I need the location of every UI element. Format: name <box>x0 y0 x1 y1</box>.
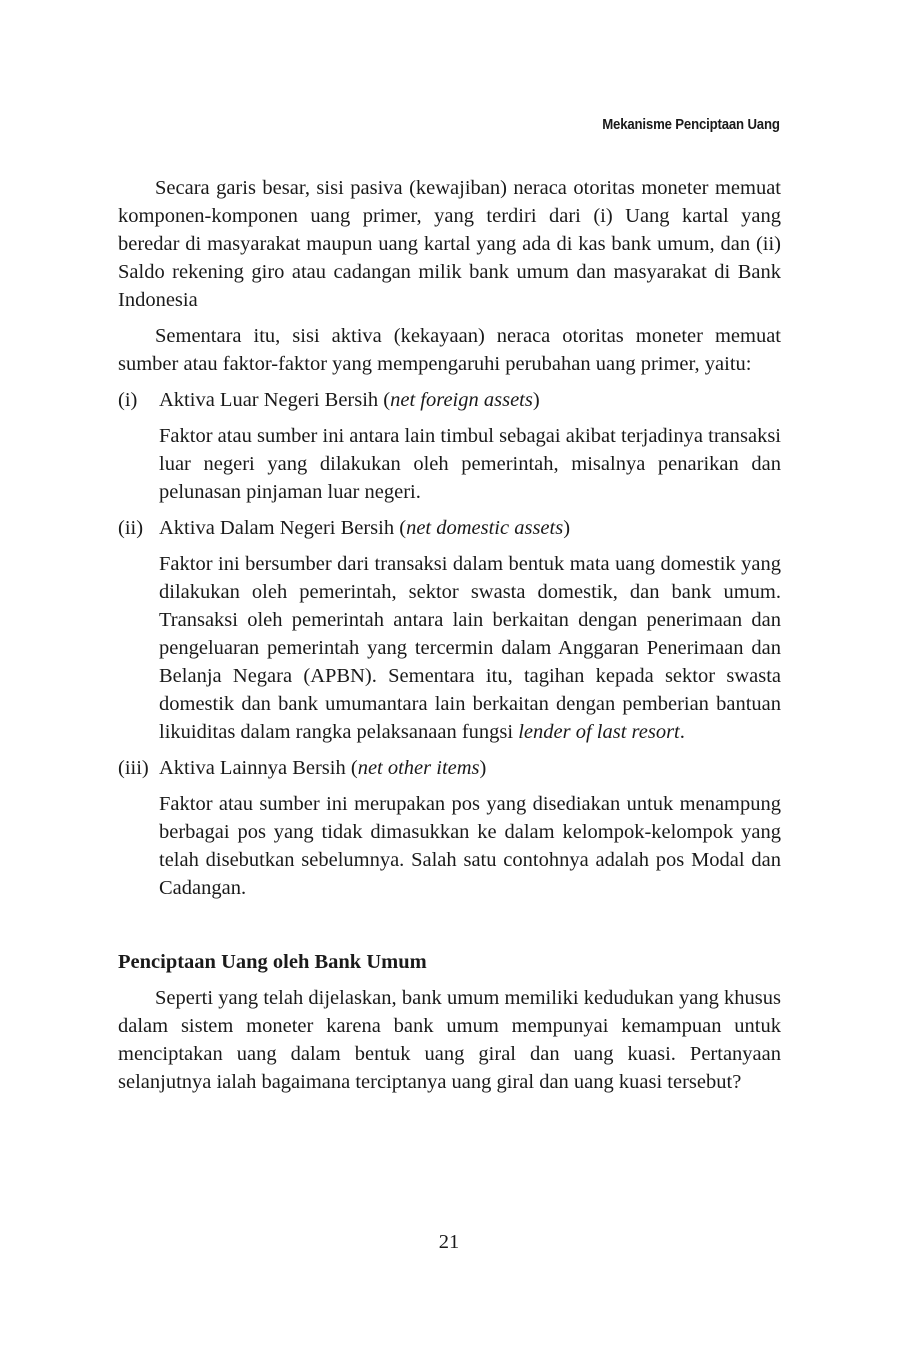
term-italic: net domestic assets <box>406 517 564 539</box>
list-item-number: (i) <box>118 389 138 411</box>
list-item-heading <box>118 514 781 542</box>
section-heading: Penciptaan Uang oleh Bank Umum <box>118 951 427 973</box>
page-body <box>118 174 781 1096</box>
list-item-heading <box>118 754 781 782</box>
list-item-number: (ii) <box>118 517 144 539</box>
list-item-title: Aktiva Dalam Negeri Bersih (net domestic assets) <box>159 517 571 539</box>
term-italic: net foreign assets <box>390 389 533 411</box>
section-paragraph: Seperti yang telah dijelaskan, bank umum memiliki kedudukan yang khusus dalam sistem moneter karena bank umum mempunyai kemampuan untuk menciptakan uang dalam bentuk uang giral dan uang kuasi. Pertanyaan selanjutnya ialah bagaimana terciptanya uang giral dan uang kuasi tersebut? <box>118 987 781 1093</box>
list-item-number: (iii) <box>118 757 149 779</box>
term-italic: lender of last resort <box>518 721 680 743</box>
list-item-body: Faktor atau sumber ini antara lain timbul sebagai akibat terjadinya transaksi luar negeri yang dilakukan oleh pemerintah, misalnya penarikan dan pelunasan pinjaman luar negeri. <box>159 425 781 503</box>
list-item-title: Aktiva Lainnya Bersih (net other items) <box>159 757 487 779</box>
list-item-heading <box>118 386 781 414</box>
paragraph-aktiva: Sementara itu, sisi aktiva (kekayaan) neraca otoritas moneter memuat sumber atau faktor-faktor yang mempengaruhi perubahan uang primer, yaitu: <box>118 325 781 375</box>
page-number: 21 <box>438 1231 460 1253</box>
list-item-body: Faktor atau sumber ini merupakan pos yang disediakan untuk menampung berbagai pos yang tidak dimasukkan ke dalam kelompok-kelompok yang telah disebutkan sebelumnya. Salah satu contohnya adalah pos Modal dan Cadangan. <box>159 793 781 899</box>
list-item-title: Aktiva Luar Negeri Bersih (net foreign assets) <box>159 389 540 411</box>
paragraph-pasiva: Secara garis besar, sisi pasiva (kewajiban) neraca otoritas moneter memuat komponen-komponen uang primer, yang terdiri dari (i) Uang kartal yang beredar di masyarakat maupun uang kartal yang ada di kas bank umum, dan (ii) Saldo rekening giro atau cadangan milik bank umum dan masyarakat di Bank Indonesia <box>118 177 781 311</box>
running-header: Mekanisme Penciptaan Uang <box>602 116 780 133</box>
list-item-body: Faktor ini bersumber dari transaksi dalam bentuk mata uang domestik yang dilakukan oleh pemerintah, sektor swasta domestik, dan bank umum. Transaksi oleh pemerintah antara lain berkaitan dengan penerimaan dan pengeluaran pemerintah yang tercermin dalam Anggaran Penerimaan dan Belanja Negara (APBN). Sementara itu, tagihan kepada sektor swasta domestik dan bank umumantara lain berkaitan dengan pemberian bantuan likuiditas dalam rangka pelaksanaan fungsi lender of last resort. <box>159 553 781 743</box>
term-italic: net other items <box>357 757 480 779</box>
